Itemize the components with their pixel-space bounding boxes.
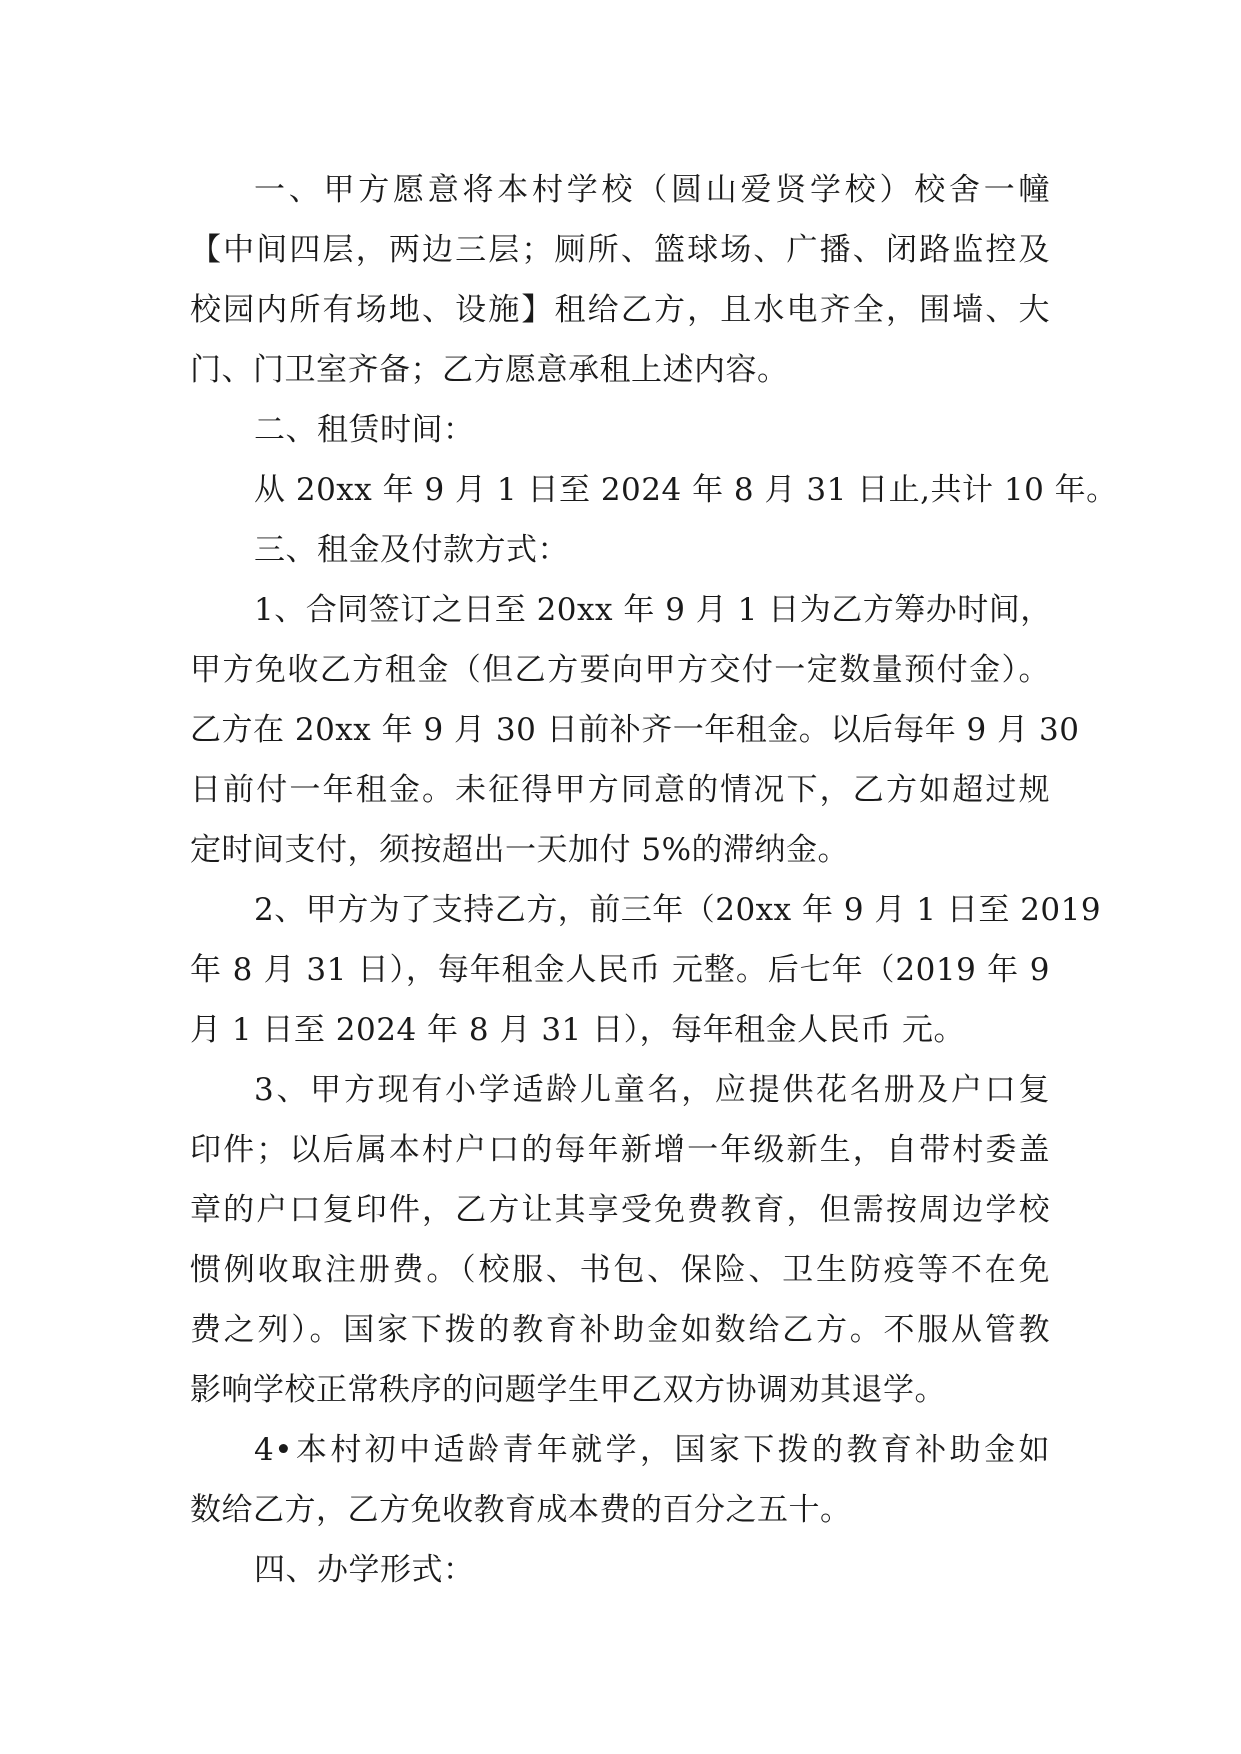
paragraph-line: 章的户口复印件，乙方让其享受免费教育，但需按周边学校 — [190, 1192, 1050, 1228]
paragraph-line: 日前付一年租金。未征得甲方同意的情况下，乙方如超过规 — [190, 772, 1050, 808]
document-paragraph — [190, 580, 1080, 880]
paragraph-line: 乙方在 20xx 年 9 月 30 日前补齐一年租金。以后每年 9 月 30 — [190, 712, 1080, 748]
document-paragraph — [190, 1540, 1050, 1600]
paragraph-line: 四、办学形式： — [254, 1552, 475, 1588]
paragraph-line: 惯例收取注册费。（校服、书包、保险、卫生防疫等不在免 — [190, 1252, 1050, 1288]
paragraph-line: 定时间支付，须按超出一天加付 5%的滞纳金。 — [190, 832, 850, 868]
paragraph-line: 校园内所有场地、设施】租给乙方，且水电齐全，围墙、大 — [190, 292, 1050, 328]
document-paragraph — [190, 160, 1050, 400]
paragraph-line: 影响学校正常秩序的问题学生甲乙双方协调劝其退学。 — [190, 1372, 946, 1408]
document-paragraph — [190, 400, 1050, 460]
paragraph-line: 甲方免收乙方租金（但乙方要向甲方交付一定数量预付金）。 — [190, 652, 1050, 688]
paragraph-line: 1、合同签订之日至 20xx 年 9 月 1 日为乙方筹办时间， — [254, 592, 1052, 628]
paragraph-line: 月 1 日至 2024 年 8 月 31 日），每年租金人民币 元。 — [190, 1012, 965, 1048]
paragraph-line: 4•本村初中适龄青年就学，国家下拨的教育补助金如 — [254, 1432, 1050, 1468]
document-paragraph — [190, 1060, 1050, 1420]
paragraph-line: 印件；以后属本村户口的每年新增一年级新生，自带村委盖 — [190, 1132, 1050, 1168]
paragraph-line: 2、甲方为了支持乙方，前三年（20xx 年 9 月 1 日至 2019 — [254, 892, 1102, 928]
document-paragraph — [190, 460, 1118, 520]
document-paragraph — [190, 880, 1102, 1060]
paragraph-line: 数给乙方，乙方免收教育成本费的百分之五十。 — [190, 1492, 852, 1528]
paragraph-line: 三、租金及付款方式： — [254, 532, 569, 568]
paragraph-line: 费之列）。国家下拨的教育补助金如数给乙方。不服从管教 — [190, 1312, 1050, 1348]
document-paragraph — [190, 1420, 1050, 1540]
paragraph-line: 从 20xx 年 9 月 1 日至 2024 年 8 月 31 日止,共计 10 年。 — [254, 472, 1118, 508]
paragraph-line: 3、甲方现有小学适龄儿童名，应提供花名册及户口复 — [254, 1072, 1050, 1108]
document-paragraph — [190, 520, 1050, 580]
paragraph-line: 二、租赁时间： — [254, 412, 475, 448]
paragraph-line: 【中间四层，两边三层；厕所、篮球场、广播、闭路监控及 — [190, 232, 1050, 268]
paragraph-line: 一、甲方愿意将本村学校（圆山爱贤学校）校舍一幢 — [254, 172, 1050, 208]
paragraph-line: 年 8 月 31 日），每年租金人民币 元整。后七年（2019 年 9 — [190, 952, 1050, 988]
paragraph-line: 门、门卫室齐备；乙方愿意承租上述内容。 — [190, 352, 789, 388]
document-body — [190, 160, 1118, 1600]
